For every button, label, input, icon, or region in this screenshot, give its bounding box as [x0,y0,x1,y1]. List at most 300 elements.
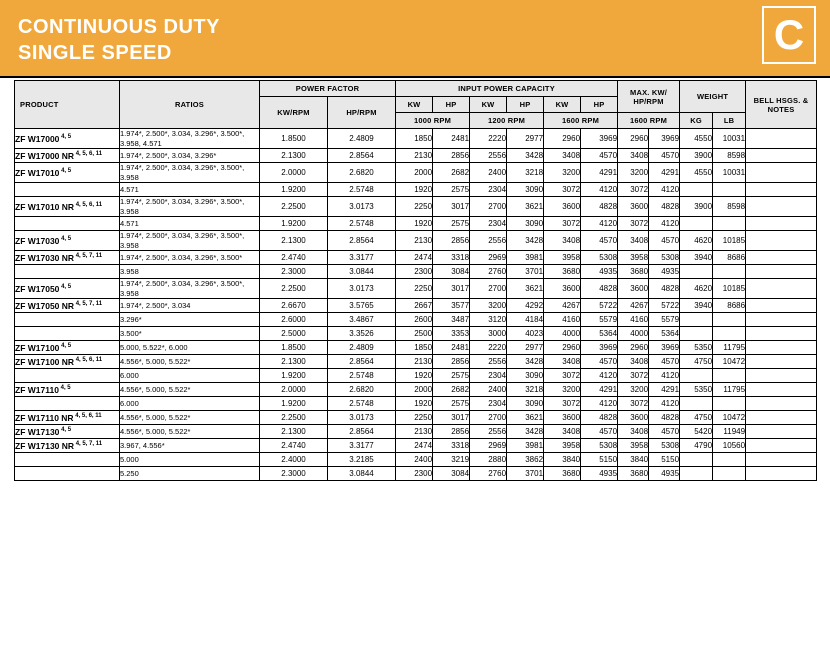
table-row [15,355,817,369]
cell-weight-lb [713,369,746,383]
cell-hp-1600: 5308 [581,251,618,265]
col-ratios: RATIOS [120,81,260,129]
section-letter-badge: C [762,6,816,64]
cell-hp-per-rpm: 2.8564 [328,149,396,163]
product-footnote-refs: 4, 5 [59,133,72,140]
cell-hp-1000: 2481 [433,341,470,355]
table-row [15,397,817,411]
table-row [15,313,817,327]
cell-max-kw: 3600 [618,197,649,217]
cell-hp-1200: 3621 [507,279,544,299]
product-footnote-refs: 4, 5 [59,235,72,242]
cell-hp-1200: 3428 [507,149,544,163]
cell-hp-1000: 2481 [433,129,470,149]
product-footnote-refs: 4, 5, 7, 11 [74,300,103,307]
cell-weight-kg: 3900 [680,149,713,163]
cell-max-hp: 4828 [649,411,680,425]
cell-kw-1600: 4267 [544,299,581,313]
cell-kw-1600: 4160 [544,313,581,327]
cell-hp-per-rpm: 2.8564 [328,425,396,439]
page-title [18,14,220,66]
cell-hp-per-rpm: 3.5765 [328,299,396,313]
cell-hp-per-rpm: 3.4867 [328,313,396,327]
cell-kw-per-rpm: 2.4740 [260,251,328,265]
table-row [15,425,817,439]
cell-product [15,217,120,231]
cell-ratios: 1.974*, 2.500*, 3.034, 3.296*, 3.500*, 3.958 [120,231,260,251]
cell-max-hp: 4570 [649,425,680,439]
cell-bell-hsgs-notes [746,299,817,313]
cell-kw-per-rpm: 2.0000 [260,163,328,183]
cell-bell-hsgs-notes [746,355,817,369]
col-kg: KG [680,113,713,129]
cell-product [15,197,120,217]
col-max-kw-hp-rpm: MAX. KW/ HP/RPM [618,81,680,113]
cell-weight-kg [680,217,713,231]
cell-kw-per-rpm: 2.4740 [260,439,328,453]
table-row [15,369,817,383]
cell-bell-hsgs-notes [746,397,817,411]
cell-bell-hsgs-notes [746,439,817,453]
cell-weight-kg [680,265,713,279]
table-row [15,453,817,467]
cell-max-hp: 4120 [649,397,680,411]
cell-product [15,411,120,425]
cell-kw-1600: 3680 [544,467,581,481]
cell-kw-per-rpm: 1.9200 [260,369,328,383]
product-name: ZF W17110 NR [15,412,74,423]
cell-hp-1200: 3862 [507,453,544,467]
cell-hp-1000: 2575 [433,397,470,411]
cell-ratios: 4.556*, 5.000, 5.522* [120,355,260,369]
cell-max-hp: 4935 [649,265,680,279]
cell-kw-1600: 3200 [544,163,581,183]
cell-max-hp: 5579 [649,313,680,327]
product-name: ZF W17050 [15,283,60,294]
cell-kw-1600: 3958 [544,439,581,453]
cell-product [15,341,120,355]
cell-hp-1600: 3969 [581,341,618,355]
cell-product [15,453,120,467]
cell-hp-1600: 4935 [581,265,618,279]
cell-kw-1200: 2304 [470,183,507,197]
col-kw-1200: KW [470,97,507,113]
col-bell-hsgs-notes: BELL HSGS. & NOTES [746,81,817,129]
product-name: ZF W17000 [15,133,60,144]
cell-weight-lb: 8598 [713,197,746,217]
cell-product [15,231,120,251]
product-footnote-refs: 4, 5, 6, 11 [74,201,103,208]
cell-ratios: 1.974*, 2.500*, 3.034 [120,299,260,313]
cell-hp-1600: 4570 [581,355,618,369]
cell-kw-per-rpm: 2.0000 [260,383,328,397]
table-row [15,149,817,163]
col-kw-rpm: KW/RPM [260,97,328,129]
cell-product [15,149,120,163]
cell-kw-per-rpm: 2.1300 [260,355,328,369]
cell-hp-1200: 3218 [507,383,544,397]
cell-bell-hsgs-notes [746,411,817,425]
cell-weight-lb [713,453,746,467]
cell-kw-1000: 2130 [396,149,433,163]
cell-bell-hsgs-notes [746,163,817,183]
table-row [15,299,817,313]
cell-weight-kg: 3940 [680,299,713,313]
cell-hp-1000: 3017 [433,197,470,217]
cell-kw-1600: 3408 [544,425,581,439]
cell-hp-1000: 2856 [433,425,470,439]
cell-kw-1000: 1920 [396,183,433,197]
cell-bell-hsgs-notes [746,183,817,197]
cell-kw-1600: 3600 [544,197,581,217]
page-banner [0,0,830,78]
cell-weight-kg [680,183,713,197]
cell-product [15,327,120,341]
cell-hp-1200: 3090 [507,183,544,197]
cell-hp-per-rpm: 3.0173 [328,197,396,217]
cell-hp-1600: 4120 [581,217,618,231]
table-row [15,467,817,481]
cell-ratios: 1.974*, 2.500*, 3.034, 3.296*, 3.500*, 3.958 [120,279,260,299]
cell-max-kw: 3072 [618,183,649,197]
table-body [15,129,817,481]
cell-kw-per-rpm: 2.1300 [260,425,328,439]
cell-max-hp: 3969 [649,129,680,149]
cell-hp-1000: 3577 [433,299,470,313]
cell-kw-1200: 2220 [470,129,507,149]
cell-bell-hsgs-notes [746,231,817,251]
cell-weight-kg [680,453,713,467]
table-row [15,411,817,425]
cell-bell-hsgs-notes [746,327,817,341]
product-name: ZF W17100 NR [15,356,75,367]
cell-kw-1200: 2220 [470,341,507,355]
cell-hp-per-rpm: 2.6820 [328,163,396,183]
cell-weight-lb: 8686 [713,251,746,265]
product-name: ZF W17130 NR [15,440,75,451]
cell-kw-1000: 2300 [396,265,433,279]
cell-kw-1000: 1920 [396,369,433,383]
cell-ratios: 5.000 [120,453,260,467]
cell-weight-lb: 11949 [713,425,746,439]
cell-hp-1200: 3090 [507,397,544,411]
cell-hp-per-rpm: 2.8564 [328,355,396,369]
spec-table-container [14,80,816,653]
cell-hp-per-rpm: 3.0844 [328,467,396,481]
table-row [15,383,817,397]
cell-weight-kg: 4750 [680,355,713,369]
cell-kw-1200: 2700 [470,411,507,425]
cell-weight-kg [680,467,713,481]
product-name: ZF W17000 NR [15,150,75,161]
cell-product [15,397,120,411]
cell-kw-1000: 2600 [396,313,433,327]
cell-hp-per-rpm: 2.4809 [328,341,396,355]
cell-max-kw: 3408 [618,355,649,369]
cell-max-kw: 3840 [618,453,649,467]
cell-kw-per-rpm: 2.6000 [260,313,328,327]
cell-product [15,251,120,265]
table-row [15,265,817,279]
cell-max-hp: 5364 [649,327,680,341]
rpm-1600-label: 1600 RPM [544,113,618,129]
cell-product [15,425,120,439]
cell-bell-hsgs-notes [746,341,817,355]
cell-hp-1200: 3701 [507,265,544,279]
cell-kw-1000: 1920 [396,397,433,411]
cell-kw-1600: 3600 [544,411,581,425]
cell-kw-1600: 4000 [544,327,581,341]
cell-kw-per-rpm: 2.1300 [260,149,328,163]
rpm-1000-label: 1000 RPM [396,113,470,129]
cell-hp-1000: 3318 [433,251,470,265]
cell-hp-1200: 2977 [507,129,544,149]
cell-max-kw: 2960 [618,341,649,355]
cell-max-kw: 3408 [618,231,649,251]
table-row [15,197,817,217]
cell-ratios: 4.571 [120,183,260,197]
cell-ratios: 6.000 [120,397,260,411]
product-footnote-refs: 4, 5, 6, 11 [73,412,102,419]
cell-weight-kg [680,397,713,411]
cell-weight-lb: 8686 [713,299,746,313]
cell-kw-per-rpm: 2.2500 [260,197,328,217]
cell-ratios: 6.000 [120,369,260,383]
product-footnote-refs: 4, 5 [59,426,72,433]
cell-max-hp: 4120 [649,183,680,197]
cell-hp-per-rpm: 2.6820 [328,383,396,397]
cell-hp-1000: 3353 [433,327,470,341]
cell-hp-1600: 5150 [581,453,618,467]
cell-weight-lb [713,183,746,197]
cell-kw-1600: 3072 [544,217,581,231]
cell-max-hp: 5308 [649,251,680,265]
cell-weight-kg: 4790 [680,439,713,453]
cell-weight-kg: 4620 [680,231,713,251]
cell-max-hp: 5150 [649,453,680,467]
cell-bell-hsgs-notes [746,265,817,279]
col-hp-1000: HP [433,97,470,113]
cell-hp-1600: 3969 [581,129,618,149]
cell-max-kw: 3600 [618,279,649,299]
cell-kw-1000: 1850 [396,341,433,355]
cell-max-kw: 3680 [618,467,649,481]
product-name: ZF W17050 NR [15,300,75,311]
cell-ratios: 1.974*, 2.500*, 3.034, 3.296*, 3.500*, 3.958 [120,197,260,217]
product-footnote-refs: 4, 5, 7, 11 [74,440,103,447]
cell-hp-1000: 2856 [433,355,470,369]
cell-weight-kg: 4550 [680,163,713,183]
cell-hp-1600: 4120 [581,183,618,197]
cell-kw-1000: 2400 [396,453,433,467]
cell-hp-1200: 4292 [507,299,544,313]
cell-hp-1200: 3428 [507,231,544,251]
cell-max-hp: 4120 [649,369,680,383]
cell-hp-1200: 3981 [507,251,544,265]
cell-max-hp: 5722 [649,299,680,313]
cell-hp-1600: 4570 [581,425,618,439]
product-footnote-refs: 4, 5 [59,167,72,174]
cell-product [15,355,120,369]
cell-ratios: 1.974*, 2.500*, 3.034, 3.296*, 3.500* [120,251,260,265]
cell-hp-1000: 2856 [433,149,470,163]
cell-weight-lb: 10560 [713,439,746,453]
cell-hp-1000: 3017 [433,279,470,299]
cell-kw-1600: 3958 [544,251,581,265]
cell-kw-per-rpm: 1.9200 [260,183,328,197]
cell-max-hp: 4291 [649,383,680,397]
cell-kw-1000: 1850 [396,129,433,149]
table-head [15,81,817,129]
cell-max-kw: 4160 [618,313,649,327]
cell-hp-1200: 3701 [507,467,544,481]
cell-kw-per-rpm: 2.3000 [260,467,328,481]
product-footnote-refs: 4, 5, 6, 11 [74,356,103,363]
col-hp-1600: HP [581,97,618,113]
cell-weight-lb [713,313,746,327]
cell-hp-per-rpm: 2.5748 [328,369,396,383]
cell-weight-lb: 11795 [713,341,746,355]
cell-kw-1600: 3408 [544,355,581,369]
cell-hp-1600: 4291 [581,163,618,183]
cell-hp-1600: 4828 [581,197,618,217]
cell-kw-1200: 2700 [470,197,507,217]
page-title-line2: SINGLE SPEED [18,42,172,64]
cell-weight-lb: 11795 [713,383,746,397]
cell-kw-per-rpm: 2.1300 [260,231,328,251]
cell-kw-1000: 2250 [396,279,433,299]
cell-ratios: 4.556*, 5.000, 5.522* [120,411,260,425]
cell-weight-kg: 5350 [680,383,713,397]
table-row [15,129,817,149]
cell-hp-1200: 4184 [507,313,544,327]
cell-bell-hsgs-notes [746,217,817,231]
cell-ratios: 5.000, 5.522*, 6.000 [120,341,260,355]
cell-bell-hsgs-notes [746,453,817,467]
cell-max-hp: 4828 [649,197,680,217]
cell-ratios: 3.296* [120,313,260,327]
cell-kw-1600: 3600 [544,279,581,299]
cell-kw-1200: 2556 [470,355,507,369]
cell-kw-1600: 3072 [544,397,581,411]
cell-max-hp: 4120 [649,217,680,231]
cell-product [15,183,120,197]
cell-ratios: 1.974*, 2.500*, 3.034, 3.296*, 3.500*, 3.958, 4.571 [120,129,260,149]
cell-max-kw: 3072 [618,369,649,383]
table-row [15,163,817,183]
rpm-1200-label: 1200 RPM [470,113,544,129]
cell-weight-lb: 10472 [713,411,746,425]
cell-hp-1200: 3981 [507,439,544,453]
cell-hp-1000: 3084 [433,467,470,481]
product-footnote-refs: 4, 5, 6, 11 [74,150,103,157]
cell-kw-1000: 2250 [396,197,433,217]
cell-kw-per-rpm: 2.5000 [260,327,328,341]
cell-weight-kg [680,327,713,341]
cell-hp-1600: 4570 [581,231,618,251]
cell-hp-1600: 4828 [581,279,618,299]
cell-hp-1000: 2856 [433,231,470,251]
cell-max-hp: 5308 [649,439,680,453]
cell-kw-1200: 2880 [470,453,507,467]
cell-max-kw: 3072 [618,217,649,231]
cell-hp-1600: 4291 [581,383,618,397]
cell-hp-per-rpm: 2.8564 [328,231,396,251]
cell-ratios: 1.974*, 2.500*, 3.034, 3.296* [120,149,260,163]
cell-hp-1000: 3487 [433,313,470,327]
cell-weight-kg: 5420 [680,425,713,439]
cell-kw-1000: 2474 [396,251,433,265]
cell-kw-per-rpm: 1.9200 [260,217,328,231]
cell-hp-1600: 4570 [581,149,618,163]
cell-bell-hsgs-notes [746,467,817,481]
cell-hp-1200: 3428 [507,425,544,439]
cell-kw-1600: 3680 [544,265,581,279]
col-weight: WEIGHT [680,81,746,113]
cell-weight-kg [680,313,713,327]
cell-weight-lb [713,397,746,411]
cell-kw-per-rpm: 1.9200 [260,397,328,411]
cell-kw-1200: 2760 [470,265,507,279]
col-kw-1600: KW [544,97,581,113]
cell-ratios: 4.556*, 5.000, 5.522* [120,425,260,439]
cell-max-kw: 3408 [618,149,649,163]
cell-weight-lb [713,217,746,231]
cell-weight-lb: 10031 [713,163,746,183]
cell-hp-1200: 2977 [507,341,544,355]
cell-max-kw: 3072 [618,397,649,411]
col-input-power-capacity: INPUT POWER CAPACITY [396,81,618,97]
col-hp-rpm: HP/RPM [328,97,396,129]
cell-weight-lb [713,327,746,341]
cell-weight-kg: 4750 [680,411,713,425]
cell-kw-1000: 2500 [396,327,433,341]
product-name: ZF W17030 NR [15,252,75,263]
page-title-line1: CONTINUOUS DUTY [18,16,220,38]
cell-kw-1200: 2556 [470,231,507,251]
cell-bell-hsgs-notes [746,197,817,217]
rpm-1600-max-label: 1600 RPM [618,113,680,129]
cell-bell-hsgs-notes [746,369,817,383]
product-footnote-refs: 4, 5, 7, 11 [74,252,103,259]
cell-hp-1600: 4828 [581,411,618,425]
cell-kw-per-rpm: 2.6670 [260,299,328,313]
cell-product [15,163,120,183]
cell-hp-per-rpm: 3.3177 [328,251,396,265]
cell-kw-1200: 3200 [470,299,507,313]
product-name: ZF W17130 [15,426,60,437]
cell-hp-1600: 4935 [581,467,618,481]
cell-hp-per-rpm: 3.3177 [328,439,396,453]
cell-hp-1000: 2575 [433,369,470,383]
cell-max-kw: 2960 [618,129,649,149]
cell-hp-1600: 5722 [581,299,618,313]
product-footnote-refs: 4, 5 [59,342,72,349]
cell-weight-lb: 10031 [713,129,746,149]
cell-hp-per-rpm: 2.5748 [328,183,396,197]
cell-kw-1600: 2960 [544,129,581,149]
cell-bell-hsgs-notes [746,425,817,439]
cell-weight-lb [713,265,746,279]
cell-bell-hsgs-notes [746,383,817,397]
cell-kw-1000: 2130 [396,355,433,369]
cell-max-kw: 3408 [618,425,649,439]
cell-weight-kg: 4620 [680,279,713,299]
cell-hp-1000: 3219 [433,453,470,467]
cell-hp-1600: 5364 [581,327,618,341]
cell-hp-1600: 4120 [581,397,618,411]
cell-max-kw: 3600 [618,411,649,425]
